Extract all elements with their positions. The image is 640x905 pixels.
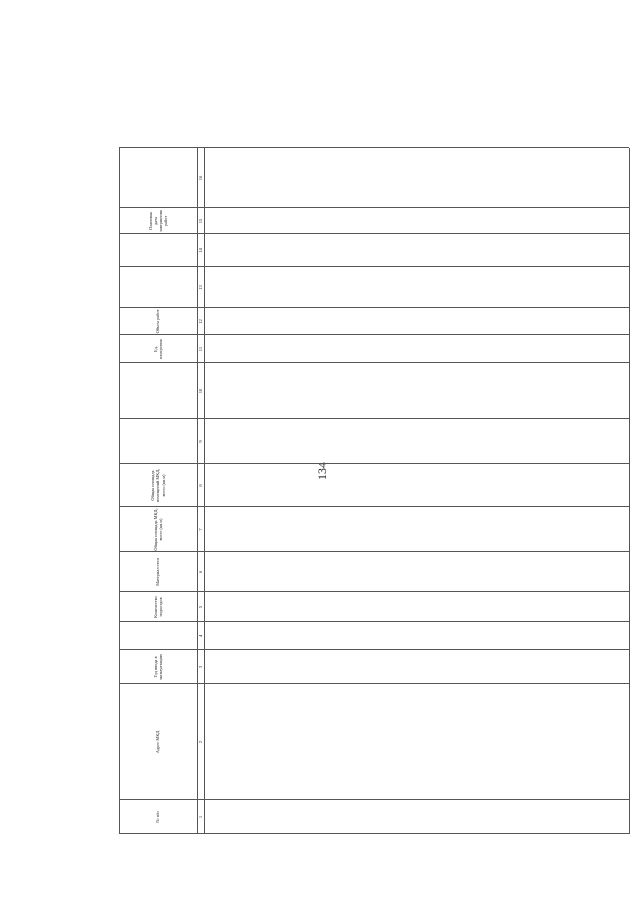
column-number: 14: [198, 248, 203, 253]
column-number: 9: [198, 440, 203, 443]
column-header: [121, 268, 195, 307]
column-number: 6: [198, 570, 203, 574]
column-number: 3: [198, 665, 203, 669]
column-header: № п/п: [155, 811, 161, 823]
column-number: 1: [198, 815, 203, 819]
column-header: Год ввода в эксплуатацию: [152, 653, 163, 681]
column-header: Общая площадь помещений МКД, всего (кв.м): [150, 468, 166, 503]
column-number: 15: [198, 218, 203, 224]
column-rule: [119, 207, 629, 208]
column-header: Общая площадь МКД, всего (кв.м): [152, 508, 163, 551]
column-rule: [119, 334, 629, 335]
column-rule: [119, 621, 629, 622]
column-rule: [119, 147, 629, 148]
column-rule: [119, 683, 629, 684]
column-number: 8: [198, 484, 203, 487]
column-rule: [119, 463, 629, 464]
column-number: 12: [198, 319, 203, 324]
column-header: Плановая дата завершения работ: [147, 210, 169, 232]
column-rule: [119, 799, 629, 800]
row-rule: [629, 148, 630, 834]
column-rule: [119, 551, 629, 552]
column-header: [121, 364, 195, 418]
column-rule: [119, 362, 629, 363]
column-rule: [119, 506, 629, 507]
column-rule: [119, 649, 629, 650]
page-number: 134: [315, 462, 329, 480]
column-rule: [119, 418, 629, 419]
column-number: 16: [198, 175, 203, 181]
column-number: 7: [198, 528, 203, 531]
column-header: [121, 149, 195, 207]
column-rule: [119, 307, 629, 308]
row-rule: [119, 148, 120, 834]
column-number: 13: [198, 285, 203, 290]
column-rule: [119, 233, 629, 234]
column-number: 4: [198, 634, 203, 638]
column-rule: [119, 833, 629, 834]
column-header: [121, 420, 195, 463]
column-header: Ед. измерения: [152, 339, 163, 359]
column-header: Объем работ: [155, 309, 161, 334]
column-rule: [119, 266, 629, 267]
column-header: Адрес МКД: [155, 730, 161, 754]
column-header: Количество подъездов: [152, 596, 163, 618]
column-header: Материал стен: [155, 558, 161, 586]
column-number: 2: [198, 740, 203, 744]
column-rule: [119, 591, 629, 592]
column-number: 10: [198, 388, 203, 394]
column-header: [121, 235, 195, 266]
column-number: 11: [198, 346, 203, 352]
repair-program-table: [119, 74, 639, 834]
column-number: 5: [198, 605, 203, 609]
column-header: [121, 623, 195, 649]
